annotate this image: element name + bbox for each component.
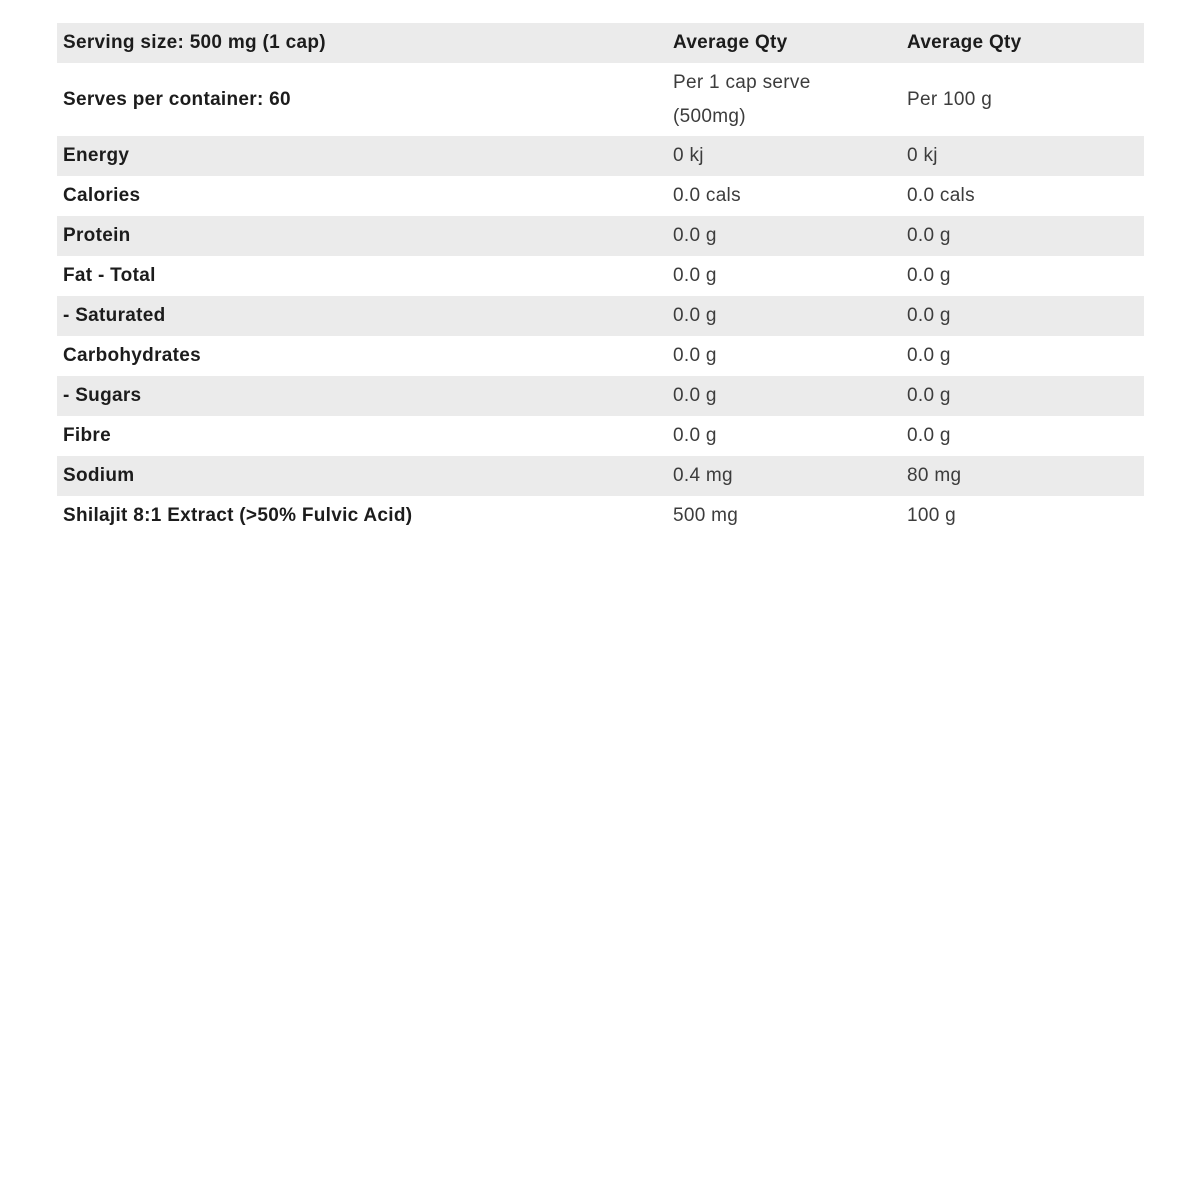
table-row-energy bbox=[57, 136, 1144, 176]
column-subtitle-per-100g bbox=[901, 63, 1144, 136]
row-value-per-serve: 0.0 g bbox=[667, 256, 901, 296]
row-value-per-serve: 0.0 g bbox=[667, 296, 901, 336]
table-subheader-row bbox=[57, 63, 1144, 136]
row-label: - Sugars bbox=[57, 376, 667, 416]
table-row-shilajit-extract bbox=[57, 496, 1144, 536]
row-value-per-100g: 0.0 cals bbox=[901, 176, 1144, 216]
table-row-fibre bbox=[57, 416, 1144, 456]
nutrition-information-panel bbox=[57, 23, 1144, 536]
row-value-per-serve: 0.4 mg bbox=[667, 456, 901, 496]
per-100g-subtitle-text: Per 100 g bbox=[907, 88, 993, 110]
row-value-per-100g: 80 mg bbox=[901, 456, 1144, 496]
row-value-per-serve: 0.0 g bbox=[667, 216, 901, 256]
row-value-per-serve: 500 mg bbox=[667, 496, 901, 536]
row-value-per-100g: 0.0 g bbox=[901, 296, 1144, 336]
row-value-per-100g: 0.0 g bbox=[901, 376, 1144, 416]
row-label: Energy bbox=[57, 136, 667, 176]
per-serve-subtitle-text: Per 1 cap serve (500mg) bbox=[673, 71, 811, 127]
row-value-per-100g: 0.0 g bbox=[901, 256, 1144, 296]
column-title-per-serve: Average Qty bbox=[667, 23, 901, 63]
row-label: - Saturated bbox=[57, 296, 667, 336]
row-value-per-100g: 0 kj bbox=[901, 136, 1144, 176]
table-header-row bbox=[57, 23, 1144, 63]
row-label: Fibre bbox=[57, 416, 667, 456]
column-subtitle-per-serve bbox=[667, 63, 901, 136]
table-row-carbohydrates bbox=[57, 336, 1144, 376]
row-label: Calories bbox=[57, 176, 667, 216]
row-label: Sodium bbox=[57, 456, 667, 496]
row-value-per-serve: 0.0 g bbox=[667, 376, 901, 416]
row-value-per-100g: 0.0 g bbox=[901, 336, 1144, 376]
nutrition-table bbox=[57, 23, 1144, 536]
table-row-calories bbox=[57, 176, 1144, 216]
row-value-per-100g: 0.0 g bbox=[901, 216, 1144, 256]
serves-per-container-label: Serves per container: 60 bbox=[57, 63, 667, 136]
row-label: Shilajit 8:1 Extract (>50% Fulvic Acid) bbox=[57, 496, 667, 536]
row-label: Carbohydrates bbox=[57, 336, 667, 376]
row-value-per-serve: 0 kj bbox=[667, 136, 901, 176]
serving-size-label: Serving size: 500 mg (1 cap) bbox=[57, 23, 667, 63]
column-title-per-100g: Average Qty bbox=[901, 23, 1144, 63]
row-value-per-100g: 100 g bbox=[901, 496, 1144, 536]
row-value-per-100g: 0.0 g bbox=[901, 416, 1144, 456]
row-value-per-serve: 0.0 g bbox=[667, 416, 901, 456]
row-label: Protein bbox=[57, 216, 667, 256]
table-row-sodium bbox=[57, 456, 1144, 496]
table-row-protein bbox=[57, 216, 1144, 256]
table-row-sugars bbox=[57, 376, 1144, 416]
table-row-fat-total bbox=[57, 256, 1144, 296]
table-row-saturated bbox=[57, 296, 1144, 336]
row-value-per-serve: 0.0 g bbox=[667, 336, 901, 376]
row-value-per-serve: 0.0 cals bbox=[667, 176, 901, 216]
row-label: Fat - Total bbox=[57, 256, 667, 296]
